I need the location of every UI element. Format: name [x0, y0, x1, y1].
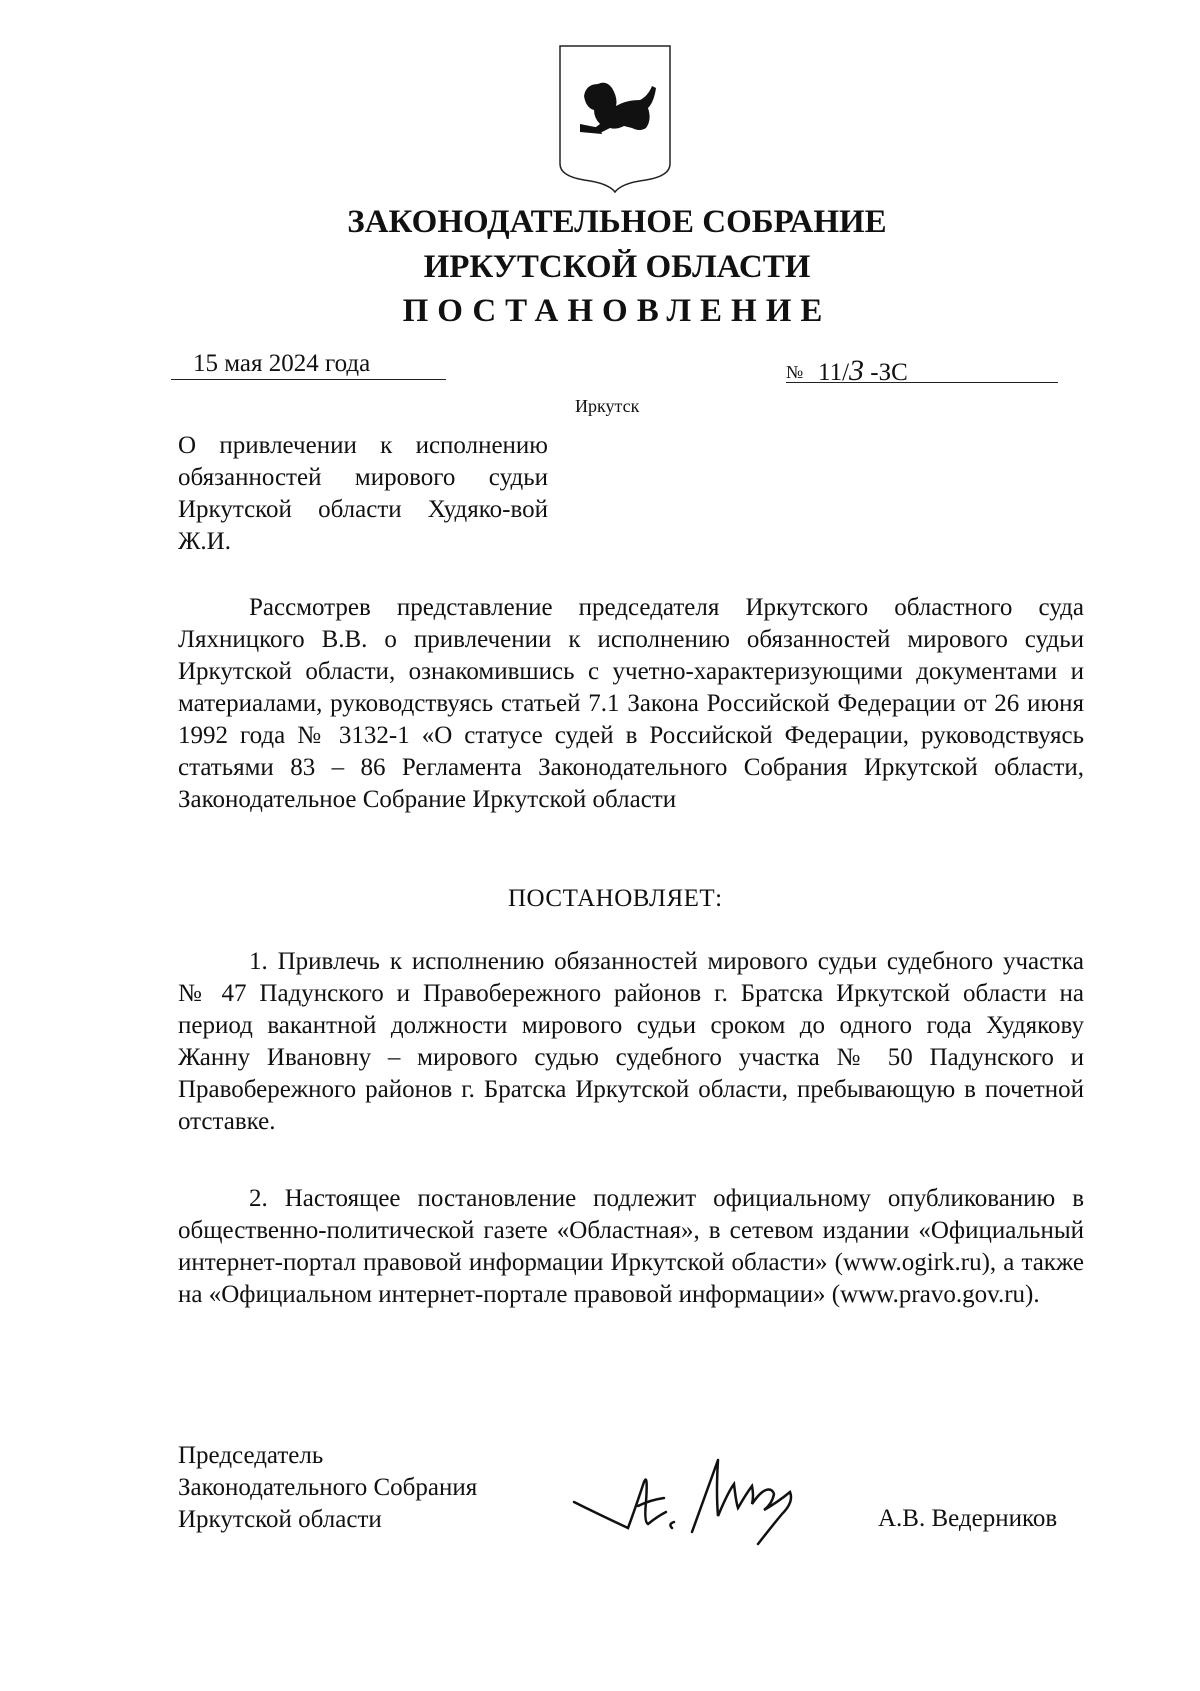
number-prefix: 11/: [818, 359, 850, 386]
signatory-name: А.В. Ведерников: [878, 1505, 1058, 1532]
number-suffix: -ЗС: [864, 359, 908, 386]
signatory-title: [178, 1440, 477, 1536]
document-type: ПОСТАНОВЛЕНИЕ: [402, 293, 832, 329]
item-1-paragraph: 1. Привлечь к исполнению обязанностей мирового судьи судебного участка № 47 Падунского и Правобережного районов г. Братска Иркутской области на период вакантной должности мирового судьи сроком до одного года Худякову Жанну Ивановну – мирового судью судебного участка № 50 Падунского и Правобережного районов г. Братска Иркутской области, пребывающую в почетной отставке.: [178, 948, 1084, 1135]
number-sign: №: [786, 362, 804, 382]
signatory-title-line-2: Законодательного Собрания: [178, 1474, 478, 1501]
handwritten-signature: [568, 1432, 838, 1552]
document-date-field: [171, 349, 446, 380]
document-date: 15 мая 2024 года: [193, 350, 371, 377]
decree-word: ПОСТАНОВЛЯЕТ:: [508, 885, 723, 912]
preamble-paragraph: Рассмотрев представление председателя Иркутского областного суда Ляхницкого В.В. о привлечении к исполнению обязанностей мирового судьи Иркутской области, ознакомившись с учетно-характеризующими документами и материалами, руководствуясь статьей 7.1 Закона Российской Федерации от 26 июня 1992 года № 3132-1 «О статусе судей в Российской Федерации, руководствуясь статьями 83 – 86 Регламента Законодательного Собрания Иркутской области, Законодательное Собрание Иркутской области: [178, 594, 1084, 813]
signatory-title-line-3: Иркутской области: [178, 1506, 382, 1533]
number-handwritten: 3: [849, 354, 865, 387]
document-number: [818, 354, 908, 388]
city: Иркутск: [575, 396, 640, 416]
document-subject: О привлечении к исполнению обязанностей мирового судьи Иркутской области Худяко-вой Ж.И.: [178, 432, 548, 555]
irkutsk-coat-of-arms-icon: [556, 44, 674, 194]
issuer-line-1: ЗАКОНОДАТЕЛЬНОЕ СОБРАНИЕ: [347, 204, 887, 240]
issuer-line-2: ИРКУТСКОЙ ОБЛАСТИ: [423, 249, 811, 285]
document-number-field: [786, 354, 1058, 387]
signatory-title-line-1: Председатель: [178, 1442, 324, 1469]
item-2-paragraph: 2. Настоящее постановление подлежит официальному опубликованию в общественно-политической газете «Областная», в сетевом издании «Официальный интернет-портал правовой информации Иркутской области» (www.ogirk.ru), а также на «Официальном интернет-портале правовой информации» (www.pravo.gov.ru).: [178, 1185, 1084, 1308]
